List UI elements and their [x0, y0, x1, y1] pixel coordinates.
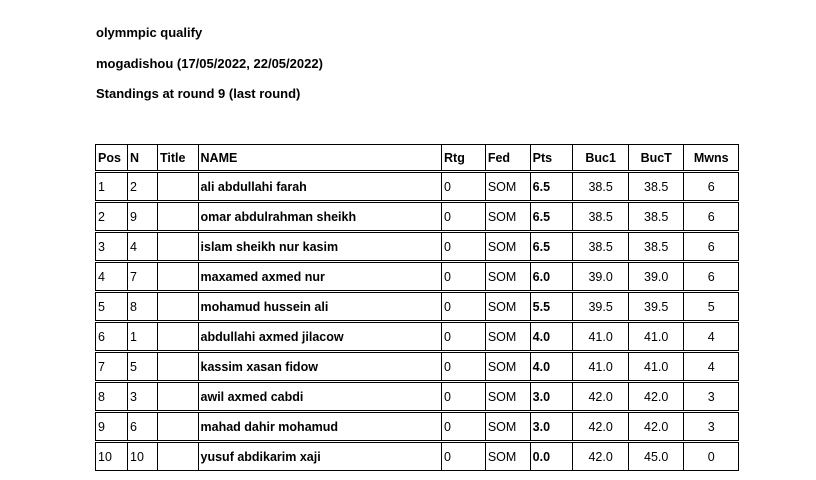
- cell-pos: 10: [96, 442, 128, 471]
- cell-pos: 3: [96, 232, 128, 262]
- cell-name: maxamed axmed nur: [198, 262, 442, 292]
- cell-buc1: 42.0: [573, 412, 629, 442]
- cell-rtg: 0: [442, 232, 486, 262]
- cell-rtg: 0: [442, 172, 486, 202]
- cell-name: omar abdulrahman sheikh: [198, 202, 442, 232]
- cell-fed: SOM: [485, 232, 530, 262]
- cell-buct: 39.0: [628, 262, 684, 292]
- cell-title: [157, 232, 198, 262]
- cell-pos: 8: [96, 382, 128, 412]
- table-row: [96, 232, 739, 262]
- cell-mwns: 3: [684, 382, 739, 412]
- cell-fed: SOM: [485, 352, 530, 382]
- table-row: [96, 322, 739, 352]
- tournament-location-dates: mogadishou (17/05/2022, 22/05/2022): [96, 56, 323, 71]
- cell-buct: 38.5: [628, 202, 684, 232]
- cell-title: [157, 322, 198, 352]
- table-row: [96, 262, 739, 292]
- cell-pos: 4: [96, 262, 128, 292]
- cell-title: [157, 412, 198, 442]
- cell-pos: 7: [96, 352, 128, 382]
- cell-buct: 38.5: [628, 232, 684, 262]
- cell-buc1: 39.0: [573, 262, 629, 292]
- cell-buc1: 38.5: [573, 232, 629, 262]
- cell-buc1: 38.5: [573, 172, 629, 202]
- cell-pts: 6.5: [530, 202, 573, 232]
- standings-caption: Standings at round 9 (last round): [96, 86, 301, 101]
- cell-buct: 39.5: [628, 292, 684, 322]
- col-header-fed: Fed: [485, 145, 530, 172]
- col-header-buct: BucT: [628, 145, 684, 172]
- cell-buc1: 42.0: [573, 382, 629, 412]
- cell-pts: 4.0: [530, 352, 573, 382]
- table-row: [96, 442, 739, 471]
- cell-title: [157, 442, 198, 471]
- cell-name: awil axmed cabdi: [198, 382, 442, 412]
- cell-mwns: 3: [684, 412, 739, 442]
- cell-n: 2: [128, 172, 158, 202]
- cell-name: abdullahi axmed jilacow: [198, 322, 442, 352]
- cell-buc1: 42.0: [573, 442, 629, 471]
- cell-buc1: 41.0: [573, 352, 629, 382]
- cell-buct: 38.5: [628, 172, 684, 202]
- cell-pts: 3.0: [530, 382, 573, 412]
- cell-n: 4: [128, 232, 158, 262]
- cell-name: kassim xasan fidow: [198, 352, 442, 382]
- cell-mwns: 0: [684, 442, 739, 471]
- cell-rtg: 0: [442, 442, 486, 471]
- cell-fed: SOM: [485, 292, 530, 322]
- cell-pts: 0.0: [530, 442, 573, 471]
- cell-buct: 42.0: [628, 382, 684, 412]
- cell-buct: 42.0: [628, 412, 684, 442]
- cell-title: [157, 262, 198, 292]
- cell-mwns: 4: [684, 322, 739, 352]
- cell-mwns: 6: [684, 232, 739, 262]
- cell-title: [157, 292, 198, 322]
- cell-n: 1: [128, 322, 158, 352]
- col-header-mwns: Mwns: [684, 145, 739, 172]
- cell-buct: 41.0: [628, 352, 684, 382]
- table-row: [96, 202, 739, 232]
- cell-rtg: 0: [442, 292, 486, 322]
- col-header-pts: Pts: [530, 145, 573, 172]
- cell-n: 6: [128, 412, 158, 442]
- cell-name: islam sheikh nur kasim: [198, 232, 442, 262]
- cell-n: 9: [128, 202, 158, 232]
- cell-pos: 9: [96, 412, 128, 442]
- cell-pts: 6.5: [530, 172, 573, 202]
- col-header-n: N: [128, 145, 158, 172]
- cell-fed: SOM: [485, 322, 530, 352]
- table-row: [96, 382, 739, 412]
- table-row: [96, 412, 739, 442]
- cell-buc1: 39.5: [573, 292, 629, 322]
- cell-pts: 3.0: [530, 412, 573, 442]
- cell-mwns: 6: [684, 262, 739, 292]
- cell-rtg: 0: [442, 322, 486, 352]
- cell-rtg: 0: [442, 382, 486, 412]
- cell-rtg: 0: [442, 202, 486, 232]
- cell-pos: 2: [96, 202, 128, 232]
- cell-title: [157, 202, 198, 232]
- cell-pos: 1: [96, 172, 128, 202]
- cell-title: [157, 172, 198, 202]
- cell-mwns: 6: [684, 172, 739, 202]
- col-header-buc1: Buc1: [573, 145, 629, 172]
- cell-rtg: 0: [442, 412, 486, 442]
- cell-n: 7: [128, 262, 158, 292]
- cell-fed: SOM: [485, 262, 530, 292]
- cell-name: mohamud hussein ali: [198, 292, 442, 322]
- cell-n: 3: [128, 382, 158, 412]
- col-header-pos: Pos: [96, 145, 128, 172]
- table-header-row: [96, 145, 739, 172]
- cell-pos: 5: [96, 292, 128, 322]
- cell-rtg: 0: [442, 352, 486, 382]
- cell-fed: SOM: [485, 412, 530, 442]
- table-row: [96, 172, 739, 202]
- cell-pts: 6.0: [530, 262, 573, 292]
- cell-fed: SOM: [485, 202, 530, 232]
- tournament-title: olymmpic qualify: [96, 25, 203, 40]
- cell-buc1: 41.0: [573, 322, 629, 352]
- standings-table: [95, 144, 739, 471]
- cell-n: 5: [128, 352, 158, 382]
- cell-name: mahad dahir mohamud: [198, 412, 442, 442]
- cell-rtg: 0: [442, 262, 486, 292]
- table-row: [96, 292, 739, 322]
- cell-fed: SOM: [485, 172, 530, 202]
- cell-mwns: 4: [684, 352, 739, 382]
- cell-buct: 45.0: [628, 442, 684, 471]
- cell-pts: 6.5: [530, 232, 573, 262]
- cell-fed: SOM: [485, 382, 530, 412]
- cell-fed: SOM: [485, 442, 530, 471]
- col-header-name: NAME: [198, 145, 442, 172]
- cell-mwns: 5: [684, 292, 739, 322]
- cell-name: yusuf abdikarim xaji: [198, 442, 442, 471]
- cell-name: ali abdullahi farah: [198, 172, 442, 202]
- col-header-title: Title: [157, 145, 198, 172]
- cell-n: 8: [128, 292, 158, 322]
- cell-n: 10: [128, 442, 158, 471]
- cell-pts: 5.5: [530, 292, 573, 322]
- cell-title: [157, 352, 198, 382]
- cell-buct: 41.0: [628, 322, 684, 352]
- cell-pos: 6: [96, 322, 128, 352]
- cell-buc1: 38.5: [573, 202, 629, 232]
- cell-mwns: 6: [684, 202, 739, 232]
- col-header-rtg: Rtg: [442, 145, 486, 172]
- cell-pts: 4.0: [530, 322, 573, 352]
- cell-title: [157, 382, 198, 412]
- table-row: [96, 352, 739, 382]
